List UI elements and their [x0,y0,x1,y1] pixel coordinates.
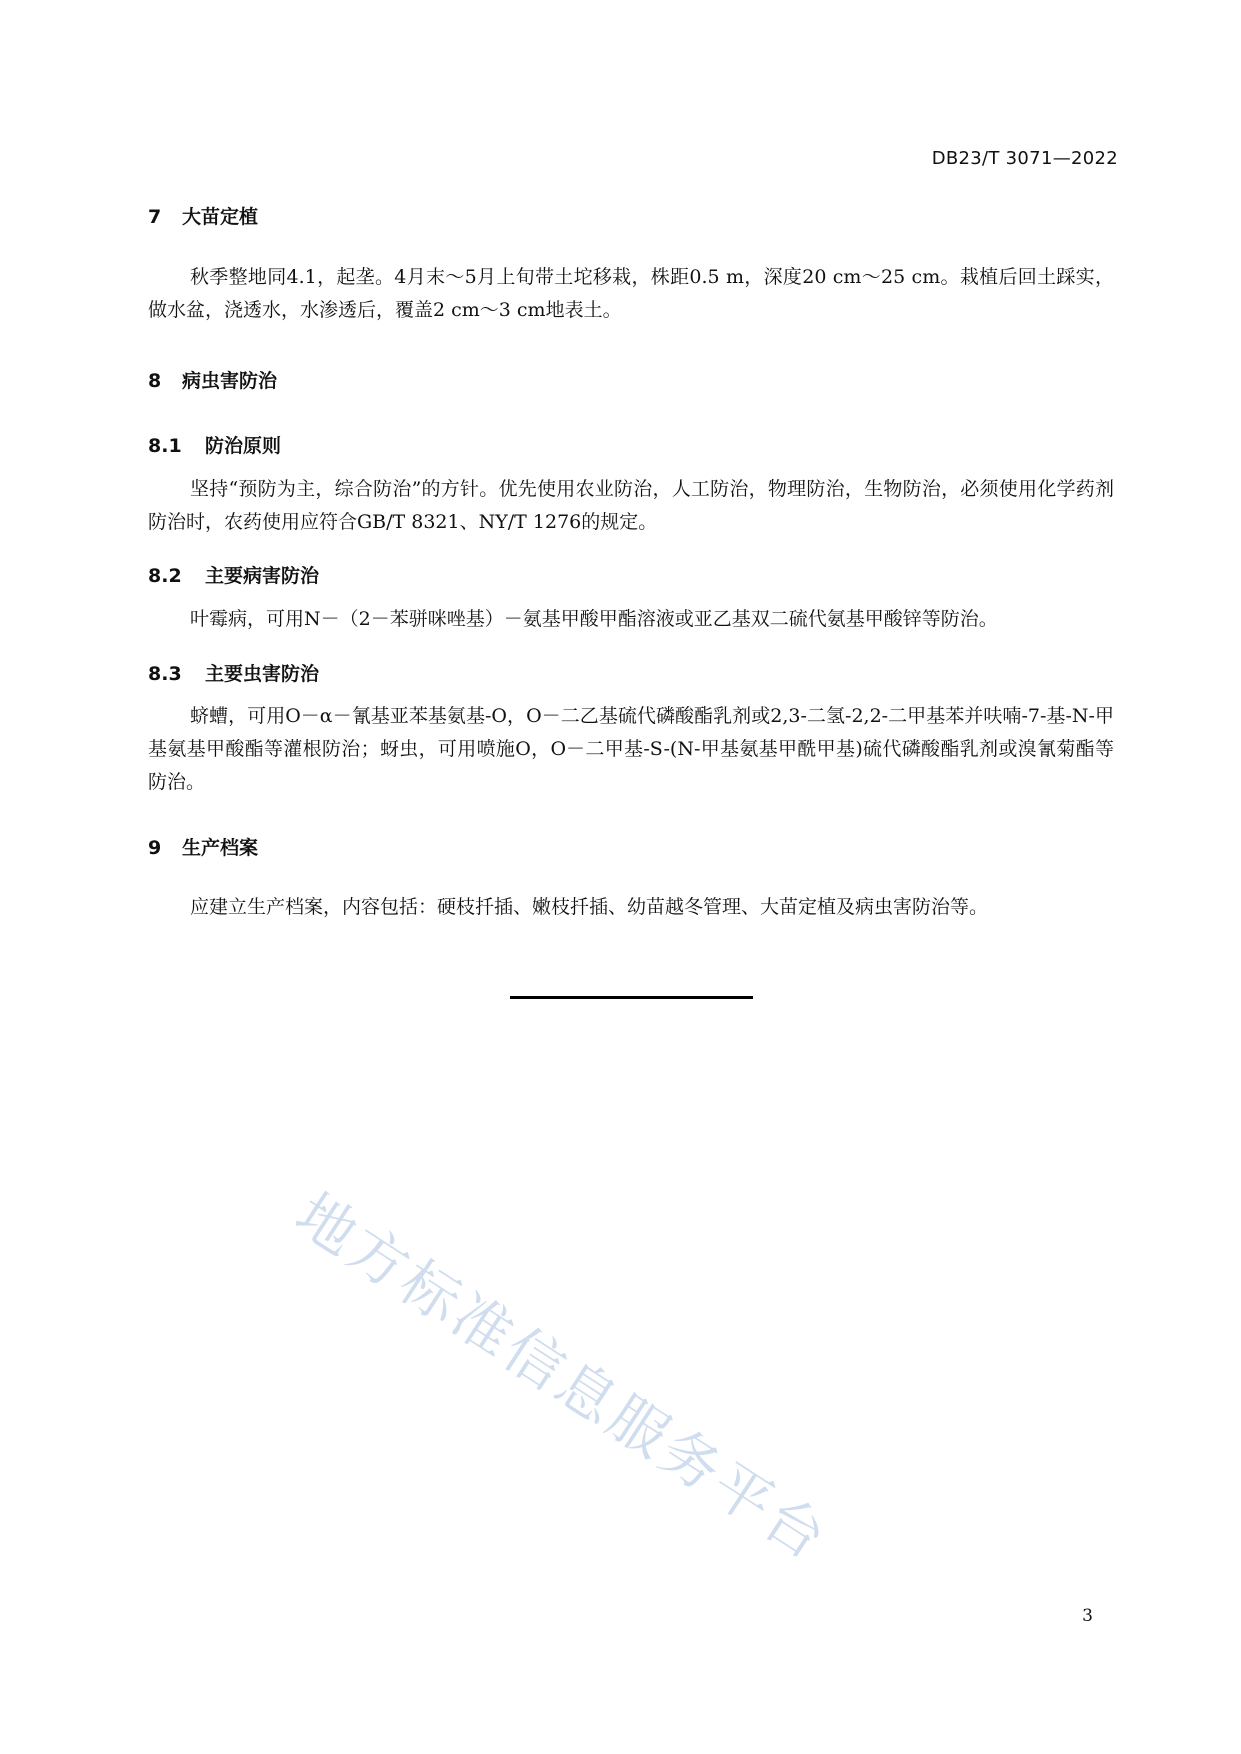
watermark: 地方标准信息服务平台 [283,1179,841,1575]
section-8-3-heading [148,659,319,686]
section-8-3-title: 主要虫害防治 [205,663,320,685]
section-7-heading [148,202,258,229]
section-9-paragraph: 应建立生产档案，内容包括：硬枝扦插、嫩枝扦插、幼苗越冬管理、大苗定植及病虫害防治等。 [190,896,989,918]
section-7-paragraph: 秋季整地同4.1，起垄。4月末～5月上旬带土坨移栽，株距0.5 m，深度20 cm～25 cm。栽植后回土踩实，做水盆，浇透水，水渗透后，覆盖2 cm～3 cm地表土。 [148,266,1114,321]
section-7-number: 7 [148,206,162,228]
section-8-1-paragraph: 坚持“预防为主，综合防治”的方针。优先使用农业防治，人工防治，物理防治，生物防治，必须使用化学药剂防治时，农药使用应符合GB/T 8321、NY/T 1276的规定。 [148,478,1114,533]
document-code: DB23/T 3071—2022 [931,148,1118,169]
section-8-3-number: 8.3 [148,663,182,685]
section-9-number: 9 [148,837,162,859]
section-9-title: 生产档案 [182,837,259,859]
end-of-document-rule [510,996,753,999]
section-8-1-heading [148,431,281,458]
section-8-2-title: 主要病害防治 [205,565,320,587]
section-8-title: 病虫害防治 [182,370,278,392]
section-9-heading [148,833,258,860]
section-8-heading [148,366,277,393]
section-7-title: 大苗定植 [182,206,259,228]
section-8-1-number: 8.1 [148,435,182,457]
page-number: 3 [1082,1606,1093,1626]
section-8-2-heading [148,561,319,588]
section-8-2-paragraph: 叶霉病，可用N－（2－苯骈咪唑基）－氨基甲酸甲酯溶液或亚乙基双二硫代氨基甲酸锌等防治。 [190,608,998,630]
section-8-3-paragraph: 蛴螬，可用O－α－氰基亚苯基氨基-O，O－二乙基硫代磷酸酯乳剂或2,3-二氢-2,2-二甲基苯并呋喃-7-基-N-甲基氨基甲酸酯等灌根防治；蚜虫，可用喷施O，O－二甲基-S-(N-甲基氨基甲酰甲基)硫代磷酸酯乳剂或溴氰菊酯等防治。 [148,705,1114,793]
section-8-1-title: 防治原则 [205,435,282,457]
section-8-number: 8 [148,370,162,392]
section-8-2-number: 8.2 [148,565,182,587]
